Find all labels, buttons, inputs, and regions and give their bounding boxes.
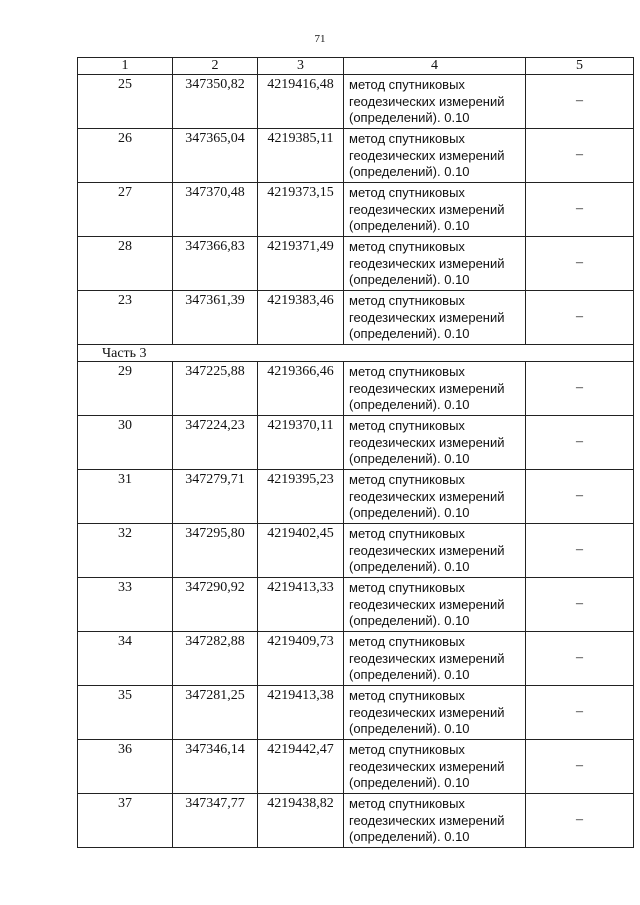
x-coordinate-cell: 347279,71 bbox=[173, 470, 258, 524]
note-cell: – bbox=[526, 362, 634, 416]
note-cell: – bbox=[526, 470, 634, 524]
method-cell: метод спутниковых геодезических измерений (определений). 0.10 bbox=[344, 686, 526, 740]
x-coordinate-cell: 347347,77 bbox=[173, 794, 258, 848]
table-row bbox=[78, 740, 634, 794]
method-cell: метод спутниковых геодезических измерений (определений). 0.10 bbox=[344, 75, 526, 129]
method-cell: метод спутниковых геодезических измерений (определений). 0.10 bbox=[344, 129, 526, 183]
header-cell: 5 bbox=[526, 58, 634, 75]
method-cell: метод спутниковых геодезических измерений (определений). 0.10 bbox=[344, 237, 526, 291]
point-number-cell: 23 bbox=[78, 291, 173, 345]
point-number-cell: 30 bbox=[78, 416, 173, 470]
page-number: 71 bbox=[314, 33, 326, 45]
x-coordinate-cell: 347290,92 bbox=[173, 578, 258, 632]
method-cell: метод спутниковых геодезических измерений (определений). 0.10 bbox=[344, 362, 526, 416]
point-number-cell: 32 bbox=[78, 524, 173, 578]
header-cell: 4 bbox=[344, 58, 526, 75]
y-coordinate-cell: 4219438,82 bbox=[258, 794, 344, 848]
x-coordinate-cell: 347224,23 bbox=[173, 416, 258, 470]
note-cell: – bbox=[526, 794, 634, 848]
method-cell: метод спутниковых геодезических измерений (определений). 0.10 bbox=[344, 578, 526, 632]
y-coordinate-cell: 4219385,11 bbox=[258, 129, 344, 183]
note-cell: – bbox=[526, 686, 634, 740]
point-number-cell: 25 bbox=[78, 75, 173, 129]
table-row bbox=[78, 237, 634, 291]
method-cell: метод спутниковых геодезических измерений (определений). 0.10 bbox=[344, 740, 526, 794]
y-coordinate-cell: 4219413,33 bbox=[258, 578, 344, 632]
y-coordinate-cell: 4219370,11 bbox=[258, 416, 344, 470]
x-coordinate-cell: 347281,25 bbox=[173, 686, 258, 740]
note-cell: – bbox=[526, 578, 634, 632]
x-coordinate-cell: 347365,04 bbox=[173, 129, 258, 183]
table-row bbox=[78, 524, 634, 578]
table-row bbox=[78, 794, 634, 848]
header-cell: 2 bbox=[173, 58, 258, 75]
x-coordinate-cell: 347346,14 bbox=[173, 740, 258, 794]
header-cell: 1 bbox=[78, 58, 173, 75]
table-row bbox=[78, 470, 634, 524]
x-coordinate-cell: 347350,82 bbox=[173, 75, 258, 129]
x-coordinate-cell: 347282,88 bbox=[173, 632, 258, 686]
x-coordinate-cell: 347361,39 bbox=[173, 291, 258, 345]
note-cell: – bbox=[526, 291, 634, 345]
method-cell: метод спутниковых геодезических измерений (определений). 0.10 bbox=[344, 416, 526, 470]
table-row bbox=[78, 578, 634, 632]
note-cell: – bbox=[526, 183, 634, 237]
point-number-cell: 33 bbox=[78, 578, 173, 632]
point-number-cell: 37 bbox=[78, 794, 173, 848]
x-coordinate-cell: 347225,88 bbox=[173, 362, 258, 416]
table-row bbox=[78, 75, 634, 129]
note-cell: – bbox=[526, 129, 634, 183]
header-cell: 3 bbox=[258, 58, 344, 75]
y-coordinate-cell: 4219366,46 bbox=[258, 362, 344, 416]
y-coordinate-cell: 4219416,48 bbox=[258, 75, 344, 129]
point-number-cell: 27 bbox=[78, 183, 173, 237]
point-number-cell: 35 bbox=[78, 686, 173, 740]
coordinates-table bbox=[77, 57, 634, 848]
x-coordinate-cell: 347370,48 bbox=[173, 183, 258, 237]
table-row bbox=[78, 362, 634, 416]
y-coordinate-cell: 4219402,45 bbox=[258, 524, 344, 578]
note-cell: – bbox=[526, 237, 634, 291]
table-row bbox=[78, 183, 634, 237]
y-coordinate-cell: 4219395,23 bbox=[258, 470, 344, 524]
method-cell: метод спутниковых геодезических измерений (определений). 0.10 bbox=[344, 291, 526, 345]
point-number-cell: 26 bbox=[78, 129, 173, 183]
x-coordinate-cell: 347295,80 bbox=[173, 524, 258, 578]
method-cell: метод спутниковых геодезических измерений (определений). 0.10 bbox=[344, 632, 526, 686]
header-row bbox=[78, 58, 634, 75]
method-cell: метод спутниковых геодезических измерений (определений). 0.10 bbox=[344, 794, 526, 848]
point-number-cell: 28 bbox=[78, 237, 173, 291]
section-label: Часть 3 bbox=[78, 345, 634, 362]
method-cell: метод спутниковых геодезических измерений (определений). 0.10 bbox=[344, 183, 526, 237]
method-cell: метод спутниковых геодезических измерений (определений). 0.10 bbox=[344, 524, 526, 578]
note-cell: – bbox=[526, 632, 634, 686]
y-coordinate-cell: 4219442,47 bbox=[258, 740, 344, 794]
table-row bbox=[78, 632, 634, 686]
note-cell: – bbox=[526, 416, 634, 470]
note-cell: – bbox=[526, 524, 634, 578]
y-coordinate-cell: 4219373,15 bbox=[258, 183, 344, 237]
point-number-cell: 36 bbox=[78, 740, 173, 794]
point-number-cell: 29 bbox=[78, 362, 173, 416]
note-cell: – bbox=[526, 740, 634, 794]
y-coordinate-cell: 4219409,73 bbox=[258, 632, 344, 686]
table-row bbox=[78, 291, 634, 345]
point-number-cell: 34 bbox=[78, 632, 173, 686]
table-row bbox=[78, 129, 634, 183]
table-row bbox=[78, 686, 634, 740]
note-cell: – bbox=[526, 75, 634, 129]
table-row bbox=[78, 416, 634, 470]
y-coordinate-cell: 4219371,49 bbox=[258, 237, 344, 291]
y-coordinate-cell: 4219383,46 bbox=[258, 291, 344, 345]
x-coordinate-cell: 347366,83 bbox=[173, 237, 258, 291]
point-number-cell: 31 bbox=[78, 470, 173, 524]
y-coordinate-cell: 4219413,38 bbox=[258, 686, 344, 740]
section-row bbox=[78, 345, 634, 362]
method-cell: метод спутниковых геодезических измерений (определений). 0.10 bbox=[344, 470, 526, 524]
